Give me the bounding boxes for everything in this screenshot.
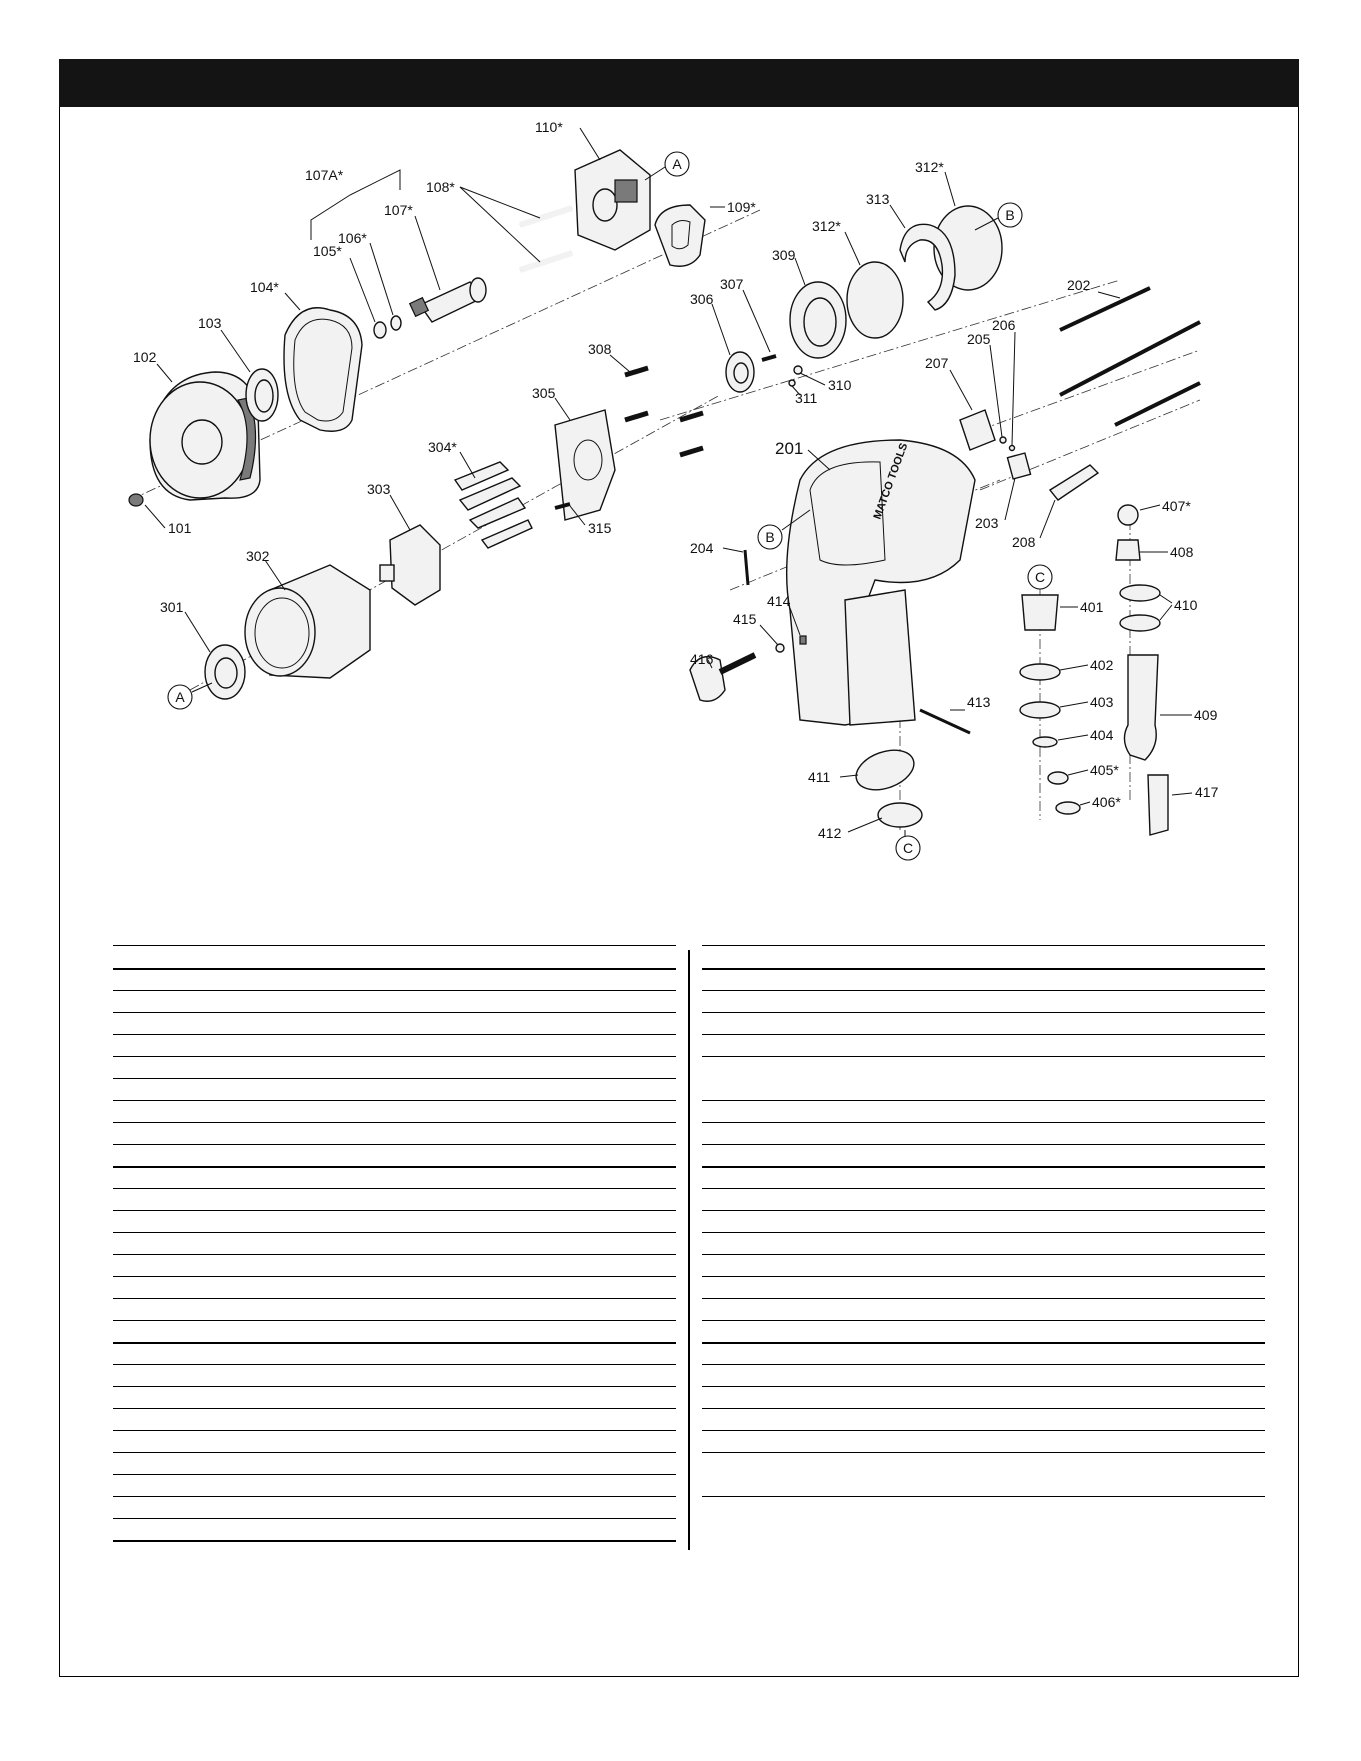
callout-310: 310 bbox=[828, 377, 852, 393]
callout-302: 302 bbox=[246, 548, 270, 564]
callout-312b: 312* bbox=[915, 159, 944, 175]
part-308-screws bbox=[625, 368, 703, 455]
callout-110: 110* bbox=[535, 119, 563, 135]
part-313-sleeve bbox=[900, 224, 955, 310]
ref-marker-a-bottom bbox=[168, 683, 212, 709]
callout-309: 309 bbox=[772, 247, 796, 263]
callout-405: 405* bbox=[1090, 762, 1119, 778]
ref-marker-c-inlet bbox=[1028, 565, 1052, 589]
callout-415: 415 bbox=[733, 611, 757, 627]
ref-marker-a-top bbox=[645, 152, 689, 180]
svg-text:B: B bbox=[765, 529, 775, 545]
callout-401: 401 bbox=[1080, 599, 1104, 615]
part-104-gasket bbox=[284, 308, 362, 431]
callout-305: 305 bbox=[532, 385, 556, 401]
callout-409: 409 bbox=[1194, 707, 1218, 723]
housing-brand-text: MATCO TOOLS bbox=[871, 441, 911, 522]
callout-206: 206 bbox=[992, 317, 1016, 333]
callout-205: 205 bbox=[967, 331, 991, 347]
part-107-anvil bbox=[410, 278, 486, 322]
part-413-pin bbox=[920, 710, 970, 733]
part-202-bolts bbox=[1060, 288, 1200, 425]
callout-416: 416 bbox=[690, 651, 714, 667]
callout-311: 311 bbox=[795, 390, 818, 406]
svg-text:C: C bbox=[902, 840, 914, 856]
svg-text:A: A bbox=[672, 156, 682, 172]
ref-marker-c-bottom bbox=[896, 830, 920, 860]
callout-315: 315 bbox=[588, 520, 612, 536]
callout-414: 414 bbox=[767, 593, 791, 609]
part-305-rear-plate bbox=[555, 410, 615, 520]
callout-103: 103 bbox=[198, 315, 222, 331]
callout-408: 408 bbox=[1170, 544, 1194, 560]
callout-303: 303 bbox=[367, 481, 391, 497]
part-203-block bbox=[1007, 453, 1030, 479]
svg-text:B: B bbox=[1005, 207, 1015, 223]
callout-410: 410 bbox=[1174, 597, 1198, 613]
callout-301: 301 bbox=[160, 599, 184, 615]
part-204-pin bbox=[745, 550, 748, 585]
part-304-blades bbox=[455, 462, 532, 548]
part-303-rotor bbox=[380, 525, 440, 605]
part-301-bearing bbox=[205, 645, 245, 699]
callout-104: 104* bbox=[250, 279, 279, 295]
callout-107A: 107A* bbox=[305, 167, 344, 183]
callout-108: 108* bbox=[426, 179, 455, 195]
callout-106: 106* bbox=[338, 230, 367, 246]
part-101-screw bbox=[129, 494, 143, 506]
callout-411: 411 bbox=[808, 769, 831, 785]
callout-102: 102 bbox=[133, 349, 157, 365]
part-401-406-inlet-stack bbox=[1020, 595, 1080, 814]
part-110-hammer-cage bbox=[575, 150, 650, 250]
part-309-rear-ring bbox=[790, 282, 846, 358]
part-201-housing bbox=[787, 440, 975, 725]
callout-412: 412 bbox=[818, 825, 842, 841]
part-412-clip bbox=[878, 803, 922, 827]
part-108-pins bbox=[520, 208, 572, 270]
callout-312a: 312* bbox=[812, 218, 841, 234]
part-310-311-spring-ball bbox=[789, 366, 802, 386]
table-divider bbox=[688, 950, 690, 1550]
part-207-valve bbox=[960, 410, 995, 450]
part-302-cylinder bbox=[245, 565, 370, 678]
callout-407: 407* bbox=[1162, 498, 1191, 514]
callout-307: 307 bbox=[720, 276, 744, 292]
part-411-plate bbox=[851, 743, 920, 797]
callout-417: 417 bbox=[1195, 784, 1219, 800]
part-102-front-cover bbox=[150, 372, 260, 500]
callout-203: 203 bbox=[975, 515, 999, 531]
callout-208: 208 bbox=[1012, 534, 1036, 550]
callout-101: 101 bbox=[168, 520, 192, 536]
callout-204: 204 bbox=[690, 540, 714, 556]
part-109-hammer bbox=[655, 205, 705, 266]
callout-201: 201 bbox=[775, 439, 804, 458]
callout-308: 308 bbox=[588, 341, 612, 357]
callout-107: 107* bbox=[384, 202, 413, 218]
callout-207: 207 bbox=[925, 355, 949, 371]
svg-text:C: C bbox=[1034, 569, 1046, 585]
callout-105: 105* bbox=[313, 243, 342, 259]
part-208-lever bbox=[1050, 465, 1098, 500]
part-306-bearing bbox=[726, 352, 754, 392]
callout-306: 306 bbox=[690, 291, 714, 307]
part-105-106-washers bbox=[374, 316, 401, 338]
callout-402: 402 bbox=[1090, 657, 1114, 673]
part-407-410-417-regulator bbox=[1116, 505, 1168, 835]
callout-304: 304* bbox=[428, 439, 457, 455]
callout-413: 413 bbox=[967, 694, 991, 710]
callout-202: 202 bbox=[1067, 277, 1091, 293]
callout-403: 403 bbox=[1090, 694, 1114, 710]
part-307-pin bbox=[762, 356, 776, 360]
svg-text:A: A bbox=[175, 689, 185, 705]
callout-406: 406* bbox=[1092, 794, 1121, 810]
callout-313: 313 bbox=[866, 191, 890, 207]
callout-109: 109* bbox=[727, 199, 756, 215]
callout-404: 404 bbox=[1090, 727, 1114, 743]
part-103-ring bbox=[246, 369, 278, 421]
